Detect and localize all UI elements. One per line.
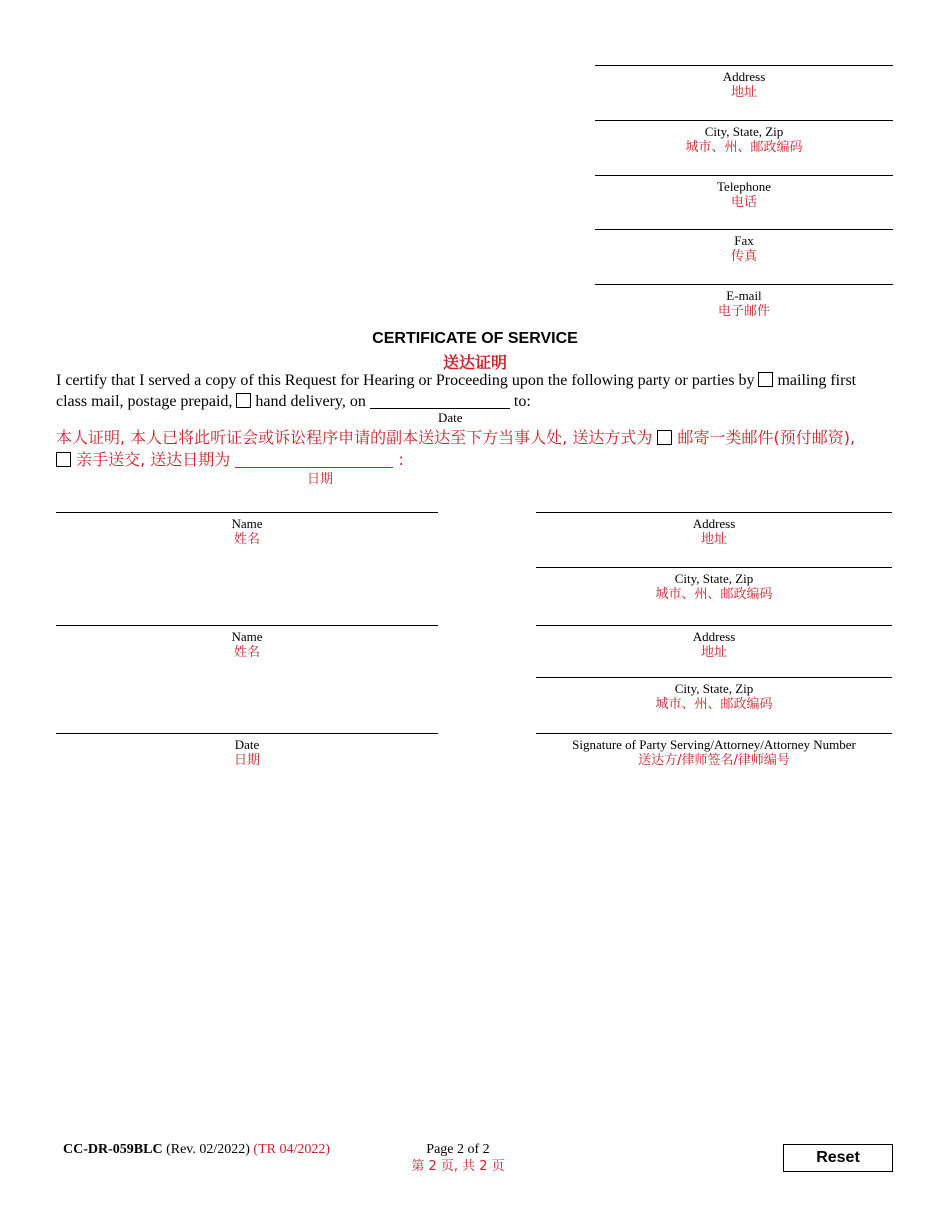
form-translation-revision: (TR 04/2022) [253, 1142, 331, 1157]
colon-zh: : [398, 450, 404, 469]
address-label-zh: 地址 [730, 85, 757, 100]
party1-city-label: City, State, Zip [674, 571, 754, 586]
party1-address-label-zh: 地址 [700, 532, 727, 547]
telephone-label: Telephone [717, 179, 771, 194]
telephone-field[interactable] [595, 175, 893, 211]
page-number [398, 1141, 518, 1175]
party1-address-field[interactable] [536, 512, 892, 548]
address-field[interactable] [595, 65, 893, 101]
service-date-label-zh: 日期 [233, 753, 260, 768]
form-id-line [63, 1142, 330, 1158]
service-date-field[interactable] [56, 733, 438, 769]
hand-delivery-checkbox-zh[interactable] [56, 452, 71, 467]
hand-delivery-label: hand delivery, on [255, 393, 366, 410]
party1-address-label: Address [692, 516, 736, 531]
mailing-label: mailing first [777, 372, 857, 389]
signature-label-zh: 送达方/律师签名/律师编号 [638, 753, 790, 768]
party2-name-label-zh: 姓名 [233, 645, 260, 660]
city-state-zip-label-zh: 城市、州、邮政编码 [685, 140, 803, 155]
party1-name-label-zh: 姓名 [233, 532, 260, 547]
date-caption: Date [438, 410, 463, 425]
email-label-zh: 电子邮件 [717, 304, 770, 319]
party2-city-label: City, State, Zip [674, 681, 754, 696]
date-caption-zh: 日期 [307, 472, 334, 487]
telephone-label-zh: 电话 [730, 195, 757, 210]
party2-name-label: Name [231, 629, 263, 644]
reset-button[interactable]: Reset [783, 1144, 893, 1172]
mailing-checkbox-zh[interactable] [657, 430, 672, 445]
signature-label: Signature of Party Serving/Attorney/Attorney Number [572, 737, 856, 752]
certify-paragraph [56, 370, 896, 412]
fax-label-zh: 传真 [730, 249, 757, 264]
certificate-title-zh: 送达证明 [442, 353, 507, 372]
mailing-label-zh: 邮寄一类邮件(预付邮资), [677, 428, 856, 447]
mailing-checkbox[interactable] [758, 372, 773, 387]
city-state-zip-label: City, State, Zip [704, 124, 784, 139]
service-date-input[interactable] [370, 408, 510, 409]
certify-paragraph-zh [56, 427, 906, 471]
hand-delivery-label-zh: 亲手送交, 送达日期为 [76, 450, 231, 469]
party1-city-field[interactable] [536, 567, 892, 603]
signature-field[interactable] [536, 733, 892, 769]
to-label: to: [513, 393, 531, 410]
certify-line1-zh: 本人证明, 本人已将此听证会或诉讼程序申请的副本送达至下方当事人处, 送达方式为 [56, 428, 653, 447]
certify-line2: class mail, postage prepaid, [56, 393, 233, 410]
party2-city-field[interactable] [536, 677, 892, 713]
party2-address-label: Address [692, 629, 736, 644]
service-date-label: Date [234, 737, 260, 752]
address-label: Address [722, 69, 766, 84]
email-field[interactable] [595, 284, 893, 320]
email-label: E-mail [726, 288, 762, 303]
fax-field[interactable] [595, 229, 893, 265]
page-number-zh: 第 2 页, 共 2 页 [411, 1159, 505, 1174]
certify-line1: I certify that I served a copy of this Request for Hearing or Proceeding upon the following party or parties by [56, 372, 755, 389]
fax-label: Fax [734, 233, 754, 248]
page-number-en: Page 2 of 2 [426, 1142, 490, 1157]
party2-address-field[interactable] [536, 625, 892, 661]
party1-city-label-zh: 城市、州、邮政编码 [655, 587, 773, 602]
party2-name-field[interactable] [56, 625, 438, 661]
party1-name-label: Name [231, 516, 263, 531]
hand-delivery-checkbox[interactable] [236, 393, 251, 408]
form-revision: (Rev. 02/2022) [166, 1142, 250, 1157]
city-state-zip-field[interactable] [595, 120, 893, 156]
party2-city-label-zh: 城市、州、邮政编码 [655, 697, 773, 712]
party2-address-label-zh: 地址 [700, 645, 727, 660]
form-id: CC-DR-059BLC [63, 1142, 163, 1157]
party1-name-field[interactable] [56, 512, 438, 548]
certificate-title: CERTIFICATE OF SERVICE [372, 330, 578, 347]
